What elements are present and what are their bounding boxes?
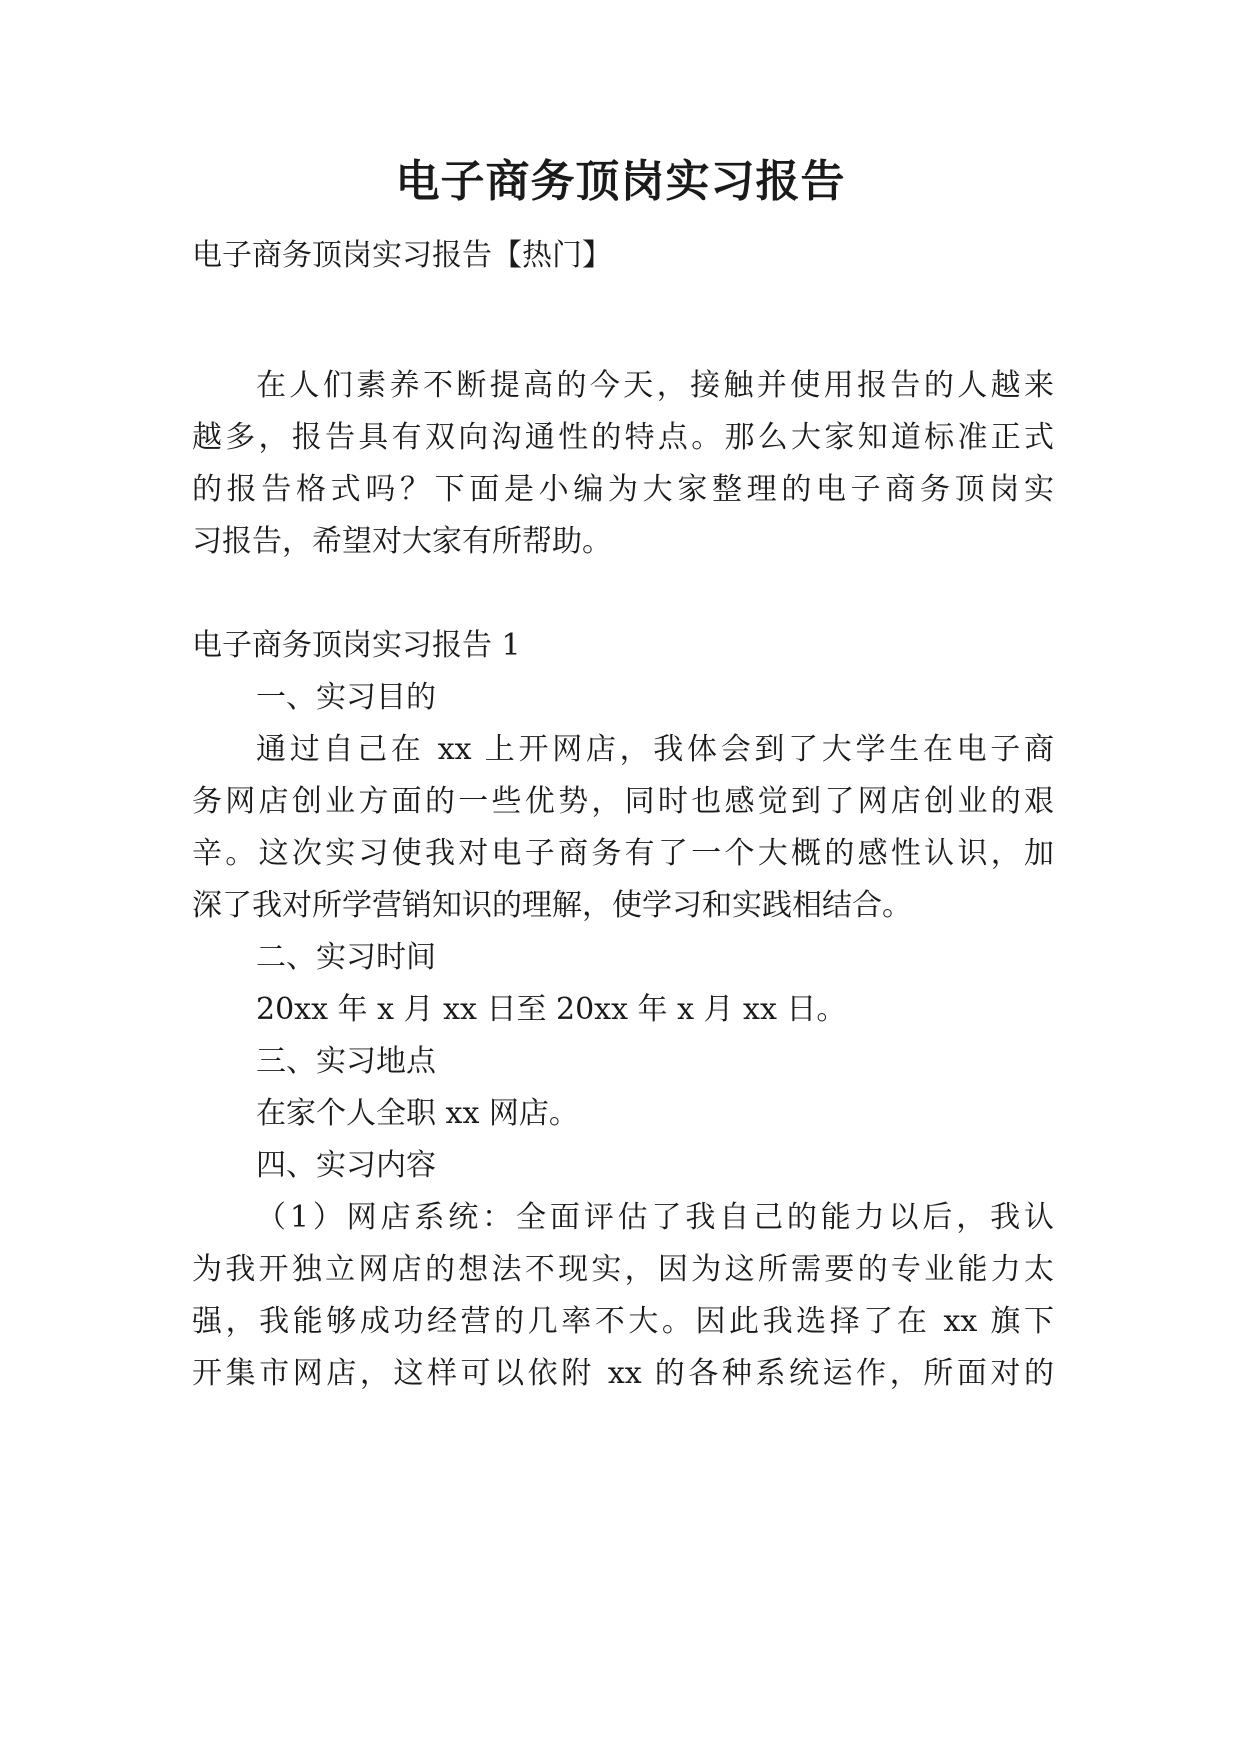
purpose-line-1: 通过自己在 xx 上开网店，我体会到了大学生在电子商 xyxy=(256,732,1054,767)
purpose-line-2: 务网店创业方面的一些优势，同时也感觉到了网店创业的艰 xyxy=(192,784,1054,819)
intro-line-3: 的报告格式吗？下面是小编为大家整理的电子商务顶岗实 xyxy=(192,472,1054,507)
content-heading: 四、实习内容 xyxy=(256,1148,436,1183)
section-title: 电子商务顶岗实习报告 1 xyxy=(192,628,521,663)
content-line-2: 为我开独立网店的想法不现实，因为这所需要的专业能力太 xyxy=(192,1252,1054,1287)
purpose-line-3: 辛。这次实习使我对电子商务有了一个大概的感性认识，加 xyxy=(192,836,1054,871)
document-title: 电子商务顶岗实习报告 xyxy=(395,156,846,207)
purpose-line-4: 深了我对所学营销知识的理解，使学习和实践相结合。 xyxy=(192,888,912,923)
time-text: 20xx 年 x 月 xx 日至 20xx 年 x 月 xx 日。 xyxy=(256,992,847,1027)
place-text: 在家个人全职 xx 网店。 xyxy=(256,1096,579,1131)
content-line-1: （1）网店系统：全面评估了我自己的能力以后，我认 xyxy=(256,1200,1054,1235)
content-line-4: 开集市网店，这样可以依附 xx 的各种系统运作，所面对的 xyxy=(192,1356,1054,1391)
intro-line-2: 越多，报告具有双向沟通性的特点。那么大家知道标准正式 xyxy=(192,420,1054,455)
intro-line-4: 习报告，希望对大家有所帮助。 xyxy=(192,524,612,559)
purpose-heading: 一、实习目的 xyxy=(256,680,436,715)
place-heading: 三、实习地点 xyxy=(256,1044,436,1079)
intro-line-1: 在人们素养不断提高的今天，接触并使用报告的人越来 xyxy=(256,368,1054,403)
content-line-3: 强，我能够成功经营的几率不大。因此我选择了在 xx 旗下 xyxy=(192,1304,1054,1339)
time-heading: 二、实习时间 xyxy=(256,940,436,975)
document-subtitle: 电子商务顶岗实习报告【热门】 xyxy=(192,238,612,273)
